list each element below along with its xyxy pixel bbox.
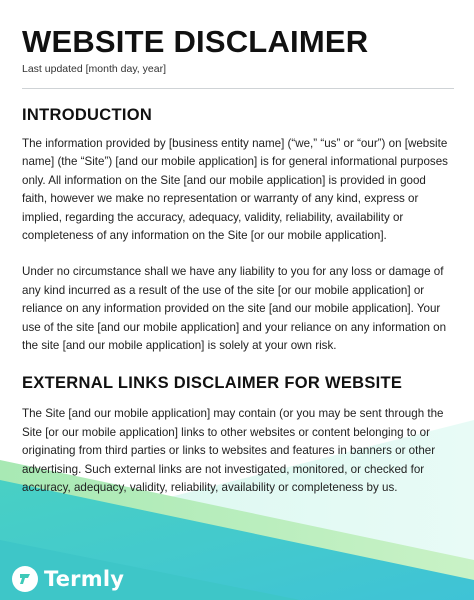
document-content bbox=[22, 24, 454, 498]
document-title: WEBSITE DISCLAIMER bbox=[22, 24, 369, 59]
termly-logo bbox=[12, 565, 124, 593]
termly-logo-text: Termly bbox=[44, 567, 125, 591]
section-heading-external-links: EXTERNAL LINKS DISCLAIMER FOR WEBSITE bbox=[22, 374, 403, 393]
external-links-paragraph: The Site [and our mobile application] may contain (or you may be sent through the Site [or our mobile application] links to other websites or content belonging to or originating from third parties or links to websites and features in banners or other advertising. Such external links are not investigated, monitored, or checked for accuracy, adequacy, validity, reliability, availability or completeness by us. bbox=[22, 407, 444, 495]
section-heading-introduction: INTRODUCTION bbox=[22, 106, 153, 124]
termly-logo-icon bbox=[12, 566, 38, 592]
title-divider bbox=[22, 88, 454, 89]
last-updated-text: Last updated [month day, year] bbox=[22, 63, 166, 75]
introduction-paragraph-1: The information provided by [business entity name] (“we,” “us” or “our”) on [website name] (the “Site”) [and our mobile application] is for general informational purposes only. All information on the Site [and our mobile application] is provided in good faith, however we make no representation or warranty of any kind, express or implied, regarding the accuracy, adequacy, validity, reliability, availability or completeness of any information on the Site [or our mobile application]. bbox=[22, 137, 448, 243]
introduction-paragraph-2: Under no circumstance shall we have any liability to you for any loss or damage of any kind incurred as a result of the use of the site [or our mobile application] or reliance on any information provided on the site [and our mobile application]. Your use of the site [and our mobile application] and your reliance on any information on the site [and our mobile application] is solely at your own risk. bbox=[22, 265, 447, 353]
